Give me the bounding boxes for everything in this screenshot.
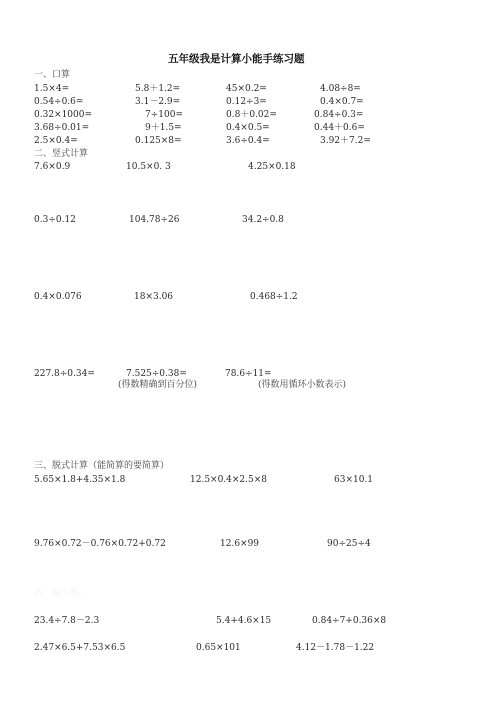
- problem: 3.92＋7.2=: [320, 136, 371, 146]
- problem: 4.08÷8=: [320, 84, 361, 94]
- problem: 0.84÷7+0.36×8: [312, 616, 387, 626]
- problem: 63×10.1: [334, 475, 374, 485]
- problem: 1.5×4=: [34, 84, 70, 94]
- problem: 90÷25÷4: [327, 539, 371, 549]
- problem: 12.5×0.4×2.5×8: [190, 475, 268, 485]
- problem: 7.6×0.9: [34, 162, 71, 172]
- problem: 0.84÷0.3=: [314, 110, 364, 120]
- problem: 34.2÷0.8: [242, 215, 284, 225]
- worksheet-title: 五年级我是计算小能手练习题: [168, 53, 305, 65]
- problem: 7÷100=: [145, 110, 183, 120]
- problem: 0.65×101: [196, 643, 241, 653]
- problem: 7.525÷0.38=: [126, 369, 187, 379]
- problem: 4.25×0.18: [248, 162, 296, 172]
- note-round-hundredths: (得数精确到百分位): [118, 380, 198, 390]
- problem: 5.8＋1.2=: [135, 84, 181, 94]
- problem: 18×3.06: [134, 292, 174, 302]
- problem: 45×0.2=: [226, 84, 267, 94]
- problem: 5.65×1.8+4.35×1.8: [34, 475, 126, 485]
- problem: 0.32×1000=: [34, 110, 93, 120]
- problem: 4.12－1.78－1.22: [296, 643, 375, 653]
- problem: 3.1－2.9=: [135, 97, 181, 107]
- problem: 9.76×0.72－0.76×0.72+0.72: [34, 539, 166, 549]
- problem: 12.6×99: [220, 539, 260, 549]
- problem: 2.47×6.5+7.53×6.5: [34, 643, 126, 653]
- problem: 78.6÷11=: [225, 369, 272, 379]
- problem: 0.54÷0.6=: [34, 97, 84, 107]
- problem: 0.4×0.5=: [226, 123, 270, 133]
- problem: 0.4×0.076: [34, 292, 82, 302]
- problem: 0.12÷3=: [226, 97, 267, 107]
- section-heading-vertical-calc: 二、竖式计算: [34, 149, 89, 159]
- section-heading-step-calc: 三、脱式计算（能简算的要简算）: [34, 461, 170, 471]
- problem: 104.78÷26: [129, 215, 180, 225]
- problem: 3.68÷0.01=: [34, 123, 90, 133]
- note-repeating-decimal: (得数用循环小数表示): [258, 380, 347, 390]
- section-heading-equations: 四、解方程。: [34, 589, 89, 599]
- problem: 9＋1.5=: [145, 123, 182, 133]
- problem: 0.125×8=: [135, 136, 182, 146]
- problem: 23.4÷7.8－2.3: [34, 616, 100, 626]
- problem: 0.8＋0.02=: [226, 110, 277, 120]
- problem: 0.4×0.7=: [320, 97, 364, 107]
- section-heading-mental-math: 一、口算: [34, 70, 71, 80]
- problem: 10.5×0. 3: [126, 162, 171, 172]
- problem: 2.5×0.4=: [34, 136, 78, 146]
- problem: 3.6÷0.4=: [226, 136, 270, 146]
- problem: 227.8÷0.34=: [34, 369, 95, 379]
- problem: 5.4+4.6×15: [216, 616, 272, 626]
- problem: 0.3÷0.12: [34, 215, 76, 225]
- problem: 0.468÷1.2: [250, 292, 298, 302]
- problem: 0.44＋0.6=: [314, 123, 365, 133]
